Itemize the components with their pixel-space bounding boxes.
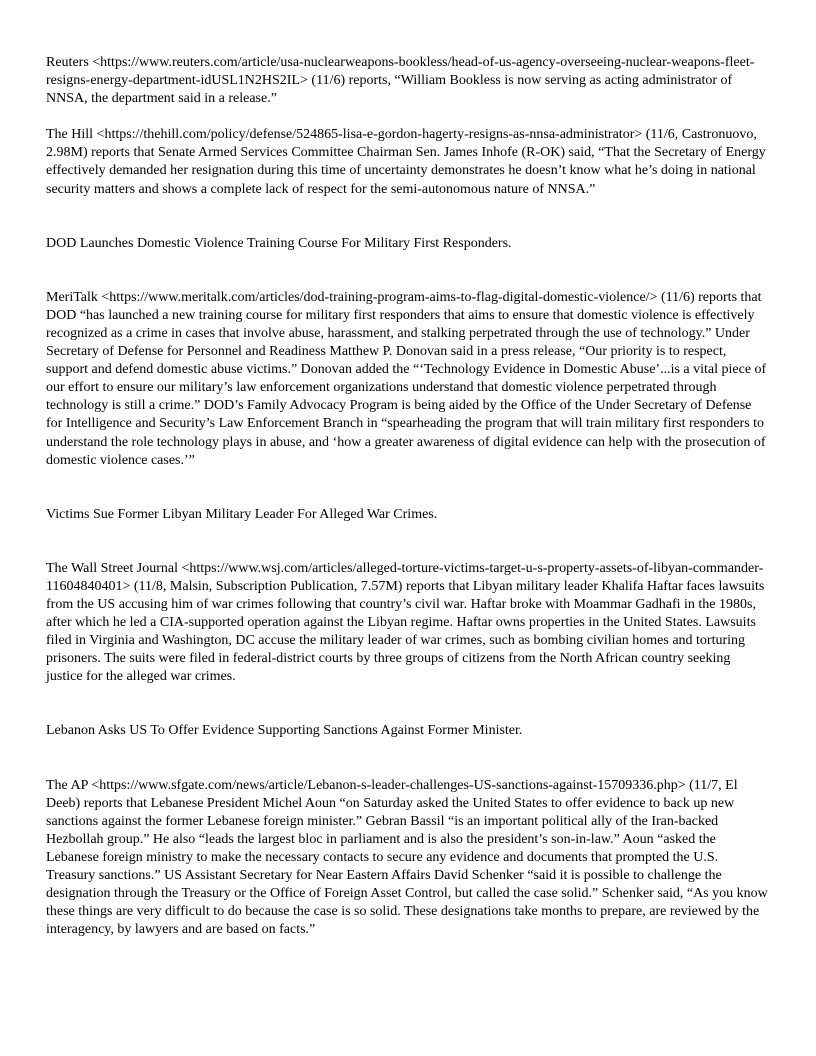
spacer — [46, 488, 770, 506]
spacer — [46, 253, 770, 289]
document-body — [46, 54, 770, 957]
paragraph-reuters: Reuters <https://www.reuters.com/article/usa-nuclearweapons-bookless/head-of-us-agency-overseeing-nuclear-weapons-fleet-resigns-energy-department-idUSL1N2HS2IL> (11/6) reports, “William Bookless is now serving as acting administrator of NNSA, the department said in a release.” — [46, 55, 755, 107]
headline-lebanon-sanctions: Lebanon Asks US To Offer Evidence Supporting Sanctions Against Former Minister. — [46, 723, 523, 739]
spacer — [46, 741, 770, 777]
headline-dod-training: DOD Launches Domestic Violence Training Course For Military First Responders. — [46, 235, 512, 251]
paragraph-meritalk: MeriTalk <https://www.meritalk.com/articles/dod-training-program-aims-to-flag-digital-domestic-violence/> (11/6) reports that DOD “has launched a new training course for military first responders that aims to ensure that domestic violence is effectively recognized as a crime in cases that involve abuse, harassment, and stalking perpetrated through the use of technology.” Under Secretary of Defense for Personnel and Readiness Matthew P. Donovan said in a press release, “Our priority is to respect, support and defend domestic abuse victims.” Donovan added the “‘Technology Evidence in Domestic Abuse’...is a vital piece of our effort to ensure our military’s law enforcement organizations understand that domestic violence perpetrated through technology is still a crime.” DOD’s Family Advocacy Program is being aided by the Office of the Under Secretary of Defense for Intelligence and Security’s Law Enforcement Branch in “spearheading the program that will train military first responders to understand the role technology plays in abuse, and ‘how a greater awareness of digital evidence can help with the prosecution of domestic violence cases.’” — [46, 289, 767, 468]
spacer — [46, 217, 770, 235]
paragraph-ap: The AP <https://www.sfgate.com/news/article/Lebanon-s-leader-challenges-US-sanctions-against-15709336.php> (11/7, El Deeb) reports that Lebanese President Michel Aoun “on Saturday asked the United States to offer evidence to back up new sanctions against the former Lebanese foreign minister.” Gebran Bassil “is an important political ally of the Iran-backed Hezbollah group.” He also “leads the largest bloc in parliament and is also the president’s son-in-law.” Aoun “asked the Lebanese foreign ministry to make the necessary contacts to secure any evidence and documents that prompted the U.S. Treasury sanctions.” US Assistant Secretary for Near Eastern Affairs David Schenker “said it is possible to challenge the designation through the Treasury or the Office of Foreign Asset Control, but called the case solid.” Schenker said, “As you know these things are very difficult to do because the case is so solid. These designations take months to prepare, are reviewed by the interagency, by lawyers and are based on facts.” — [46, 777, 768, 938]
headline-libya-lawsuit: Victims Sue Former Libyan Military Leader For Alleged War Crimes. — [46, 506, 438, 522]
spacer — [46, 524, 770, 560]
spacer — [46, 704, 770, 722]
paragraph-the-hill: The Hill <https://thehill.com/policy/defense/524865-lisa-e-gordon-hagerty-resigns-as-nnsa-administrator> (11/6, Castronuovo, 2.98M) reports that Senate Armed Services Committee Chairman Sen. James Inhofe (R-OK) said, “That the Secretary of Energy effectively demanded her resignation during this time of uncertainty demonstrates he doesn’t know what he’s doing in national security matters and shows a complete lack of respect for the semi-autonomous nature of NNSA.” — [46, 127, 766, 197]
paragraph-wsj: The Wall Street Journal <https://www.wsj.com/articles/alleged-torture-victims-target-u-s-property-assets-of-libyan-commander-11604840401> (11/8, Malsin, Subscription Publication, 7.57M) reports that Libyan military leader Khalifa Haftar faces lawsuits from the US accusing him of war crimes following that country’s civil war. Haftar broke with Moammar Gadhafi in the 1980s, after which he led a CIA-supported operation against the Libyan regime. Haftar owns properties in the United States. Lawsuits filed in Virginia and Washington, DC accuse the military leader of war crimes, such as bombing civilian homes and torturing prisoners. The suits were filed in federal-district courts by three groups of citizens from the North African country seeking justice for the alleged war crimes. — [46, 560, 765, 685]
